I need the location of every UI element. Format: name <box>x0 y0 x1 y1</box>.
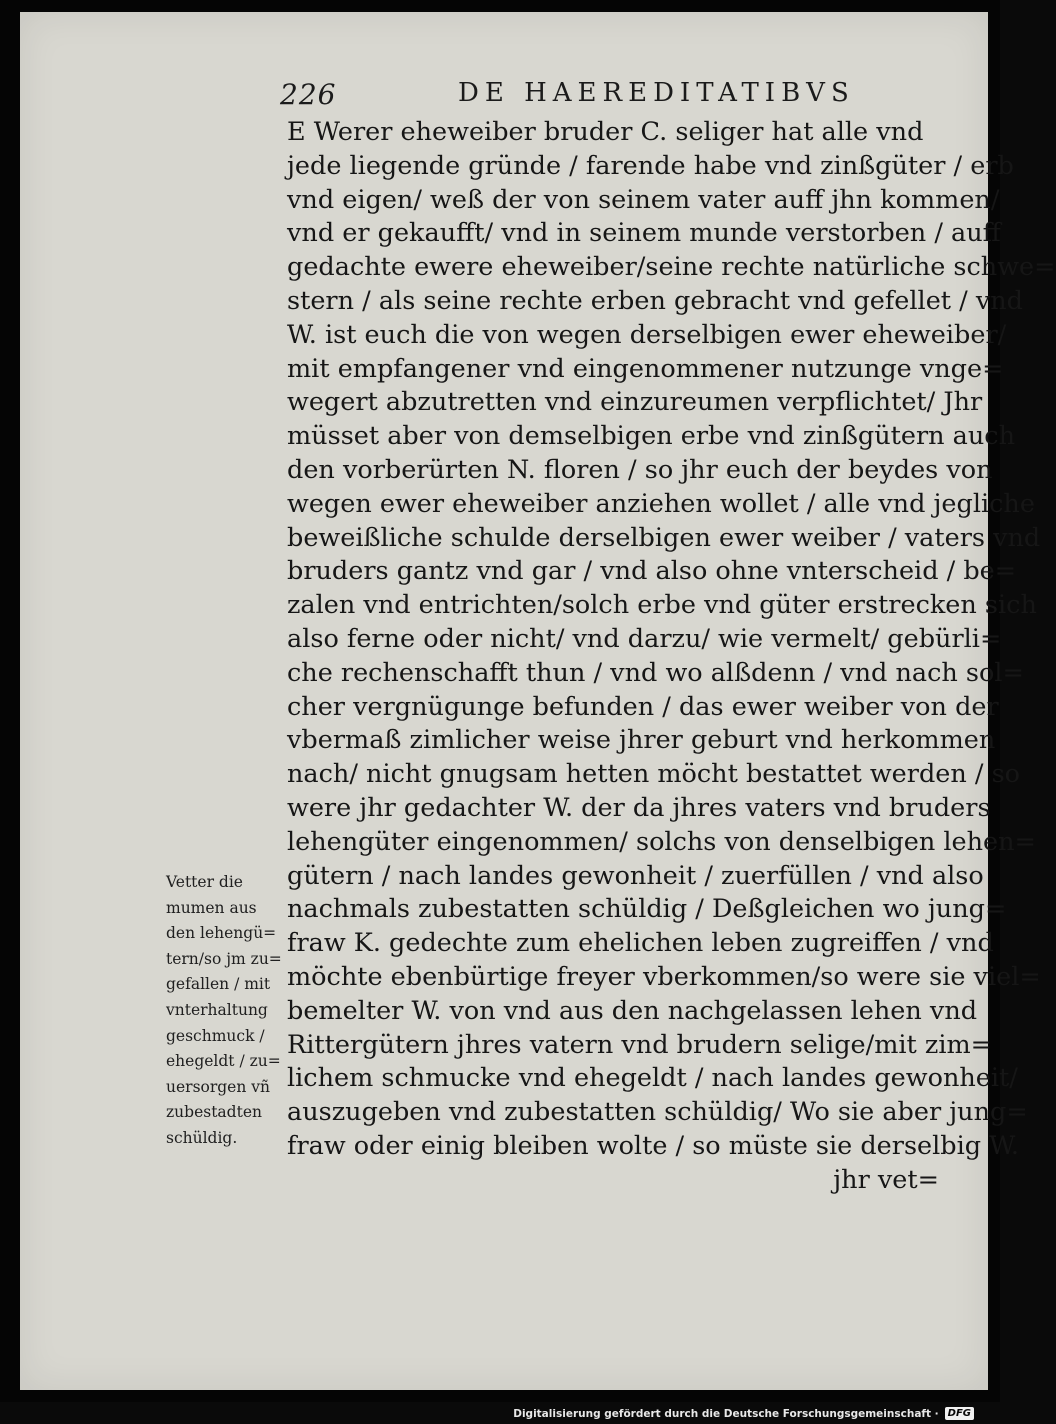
text-line: che rechenschafft thun / vnd wo alßdenn / vnd nach sol= <box>287 657 1024 688</box>
text-line: auszugeben vnd zubestatten schüldig/ Wo sie aber jung= <box>287 1097 1028 1128</box>
text-line: den vorberürten N. floren / so jhr euch der beydes von <box>287 454 993 485</box>
credit-text: Digitalisierung gefördert durch die Deutsche Forschungsgemeinschaft · <box>513 1407 939 1420</box>
marginal-note-line: schüldig. <box>166 1128 238 1147</box>
text-line: nach/ nicht gnugsam hetten möcht bestattet werden / so <box>287 759 1021 790</box>
text-line: gütern / nach landes gewonheit / zuerfüllen / vnd also <box>287 860 984 891</box>
text-line: cher vergnügunge befunden / das ewer weiber von der <box>287 691 999 722</box>
text-line: Rittergütern jhres vatern vnd brudern selige/mit zim= <box>287 1029 993 1060</box>
marginal-note-line: zubestadten <box>166 1103 262 1122</box>
text-line: lehengüter eingenommen/ solchs von denselbigen lehen= <box>287 826 1036 857</box>
digitization-credit <box>513 1407 974 1420</box>
text-line: bemelter W. von vnd aus den nachgelassen lehen vnd <box>287 995 978 1026</box>
running-title: DE HAEREDITATIBVS <box>458 78 855 108</box>
marginal-note-line: Vetter die <box>166 873 243 891</box>
body-text <box>287 116 1056 1198</box>
text-line: vnd eigen/ weß der von seinem vater auff jhn kommen/ <box>287 184 1000 215</box>
text-line: zalen vnd entrichten/solch erbe vnd güter erstrecken sich <box>287 590 1037 621</box>
text-line: fraw K. gedechte zum ehelichen leben zugreiffen / vnd <box>287 928 994 959</box>
text-line: W. ist euch die von wegen derselbigen ewer eheweiber/ <box>287 319 1007 350</box>
running-head <box>280 78 900 118</box>
text-line: bruders gantz vnd gar / vnd also ohne vnterscheid / be= <box>287 556 1017 587</box>
text-line: müsset aber von demselbigen erbe vnd zinßgütern auch <box>287 421 1016 452</box>
text-line: mit empfangener vnd eingenommener nutzunge vnge= <box>287 353 1004 384</box>
text-line: jede liegende gründe / farende habe vnd zinßgüter / erb <box>287 150 1014 181</box>
text-line: stern / als seine rechte erben gebracht vnd gefellet / vnd <box>287 285 1023 316</box>
text-line: wegert abzutretten vnd einzureumen verpflichtet/ Jhr <box>287 387 983 418</box>
marginal-note-line: vnterhaltung <box>166 1000 268 1019</box>
marginal-note-line: gefallen / mit <box>166 975 271 994</box>
text-line: were jhr gedachter W. der da jhres vaters vnd bruders <box>287 792 991 823</box>
text-line: möchte ebenbürtige freyer vberkommen/so were sie viel= <box>287 961 1041 992</box>
marginal-note-line: den lehengü= <box>166 924 277 943</box>
marginal-note-line: ehegeldt / zu= <box>166 1052 281 1071</box>
marginal-note-line: geschmuck / <box>166 1026 265 1045</box>
marginal-note-line: mumen aus <box>166 898 257 917</box>
marginal-note-line: tern/so jm zu= <box>166 949 282 968</box>
text-line: vbermaß zimlicher weise jhrer geburt vnd herkommen <box>287 725 996 756</box>
text-line: gedachte ewere eheweiber/seine rechte natürliche schwe= <box>287 252 1056 283</box>
text-line: vnd er gekaufft/ vnd in seinem munde verstorben / auff <box>287 218 1001 249</box>
dfg-logo: DFG <box>945 1407 974 1420</box>
text-line: nachmals zubestatten schüldig / Deßgleichen wo jung= <box>287 894 1007 925</box>
text-line: also ferne oder nicht/ vnd darzu/ wie vermelt/ gebürli= <box>287 623 1002 654</box>
page-number: 226 <box>280 78 337 111</box>
text-line: jhr vet= <box>833 1164 939 1195</box>
text-line: wegen ewer eheweiber anziehen wollet / alle vnd jegliche <box>287 488 1035 519</box>
text-line: E Werer eheweiber bruder C. seliger hat alle vnd <box>287 117 924 147</box>
text-line: lichem schmucke vnd ehegeldt / nach landes gewonheit/ <box>287 1063 1018 1094</box>
text-line: fraw oder einig bleiben wolte / so müste sie derselbig W. <box>287 1130 1020 1161</box>
text-line: beweißliche schulde derselbigen ewer weiber / vaters vnd <box>287 522 1041 553</box>
marginal-note-line: uersorgen vñ <box>166 1077 271 1096</box>
marginal-note <box>166 870 294 1152</box>
